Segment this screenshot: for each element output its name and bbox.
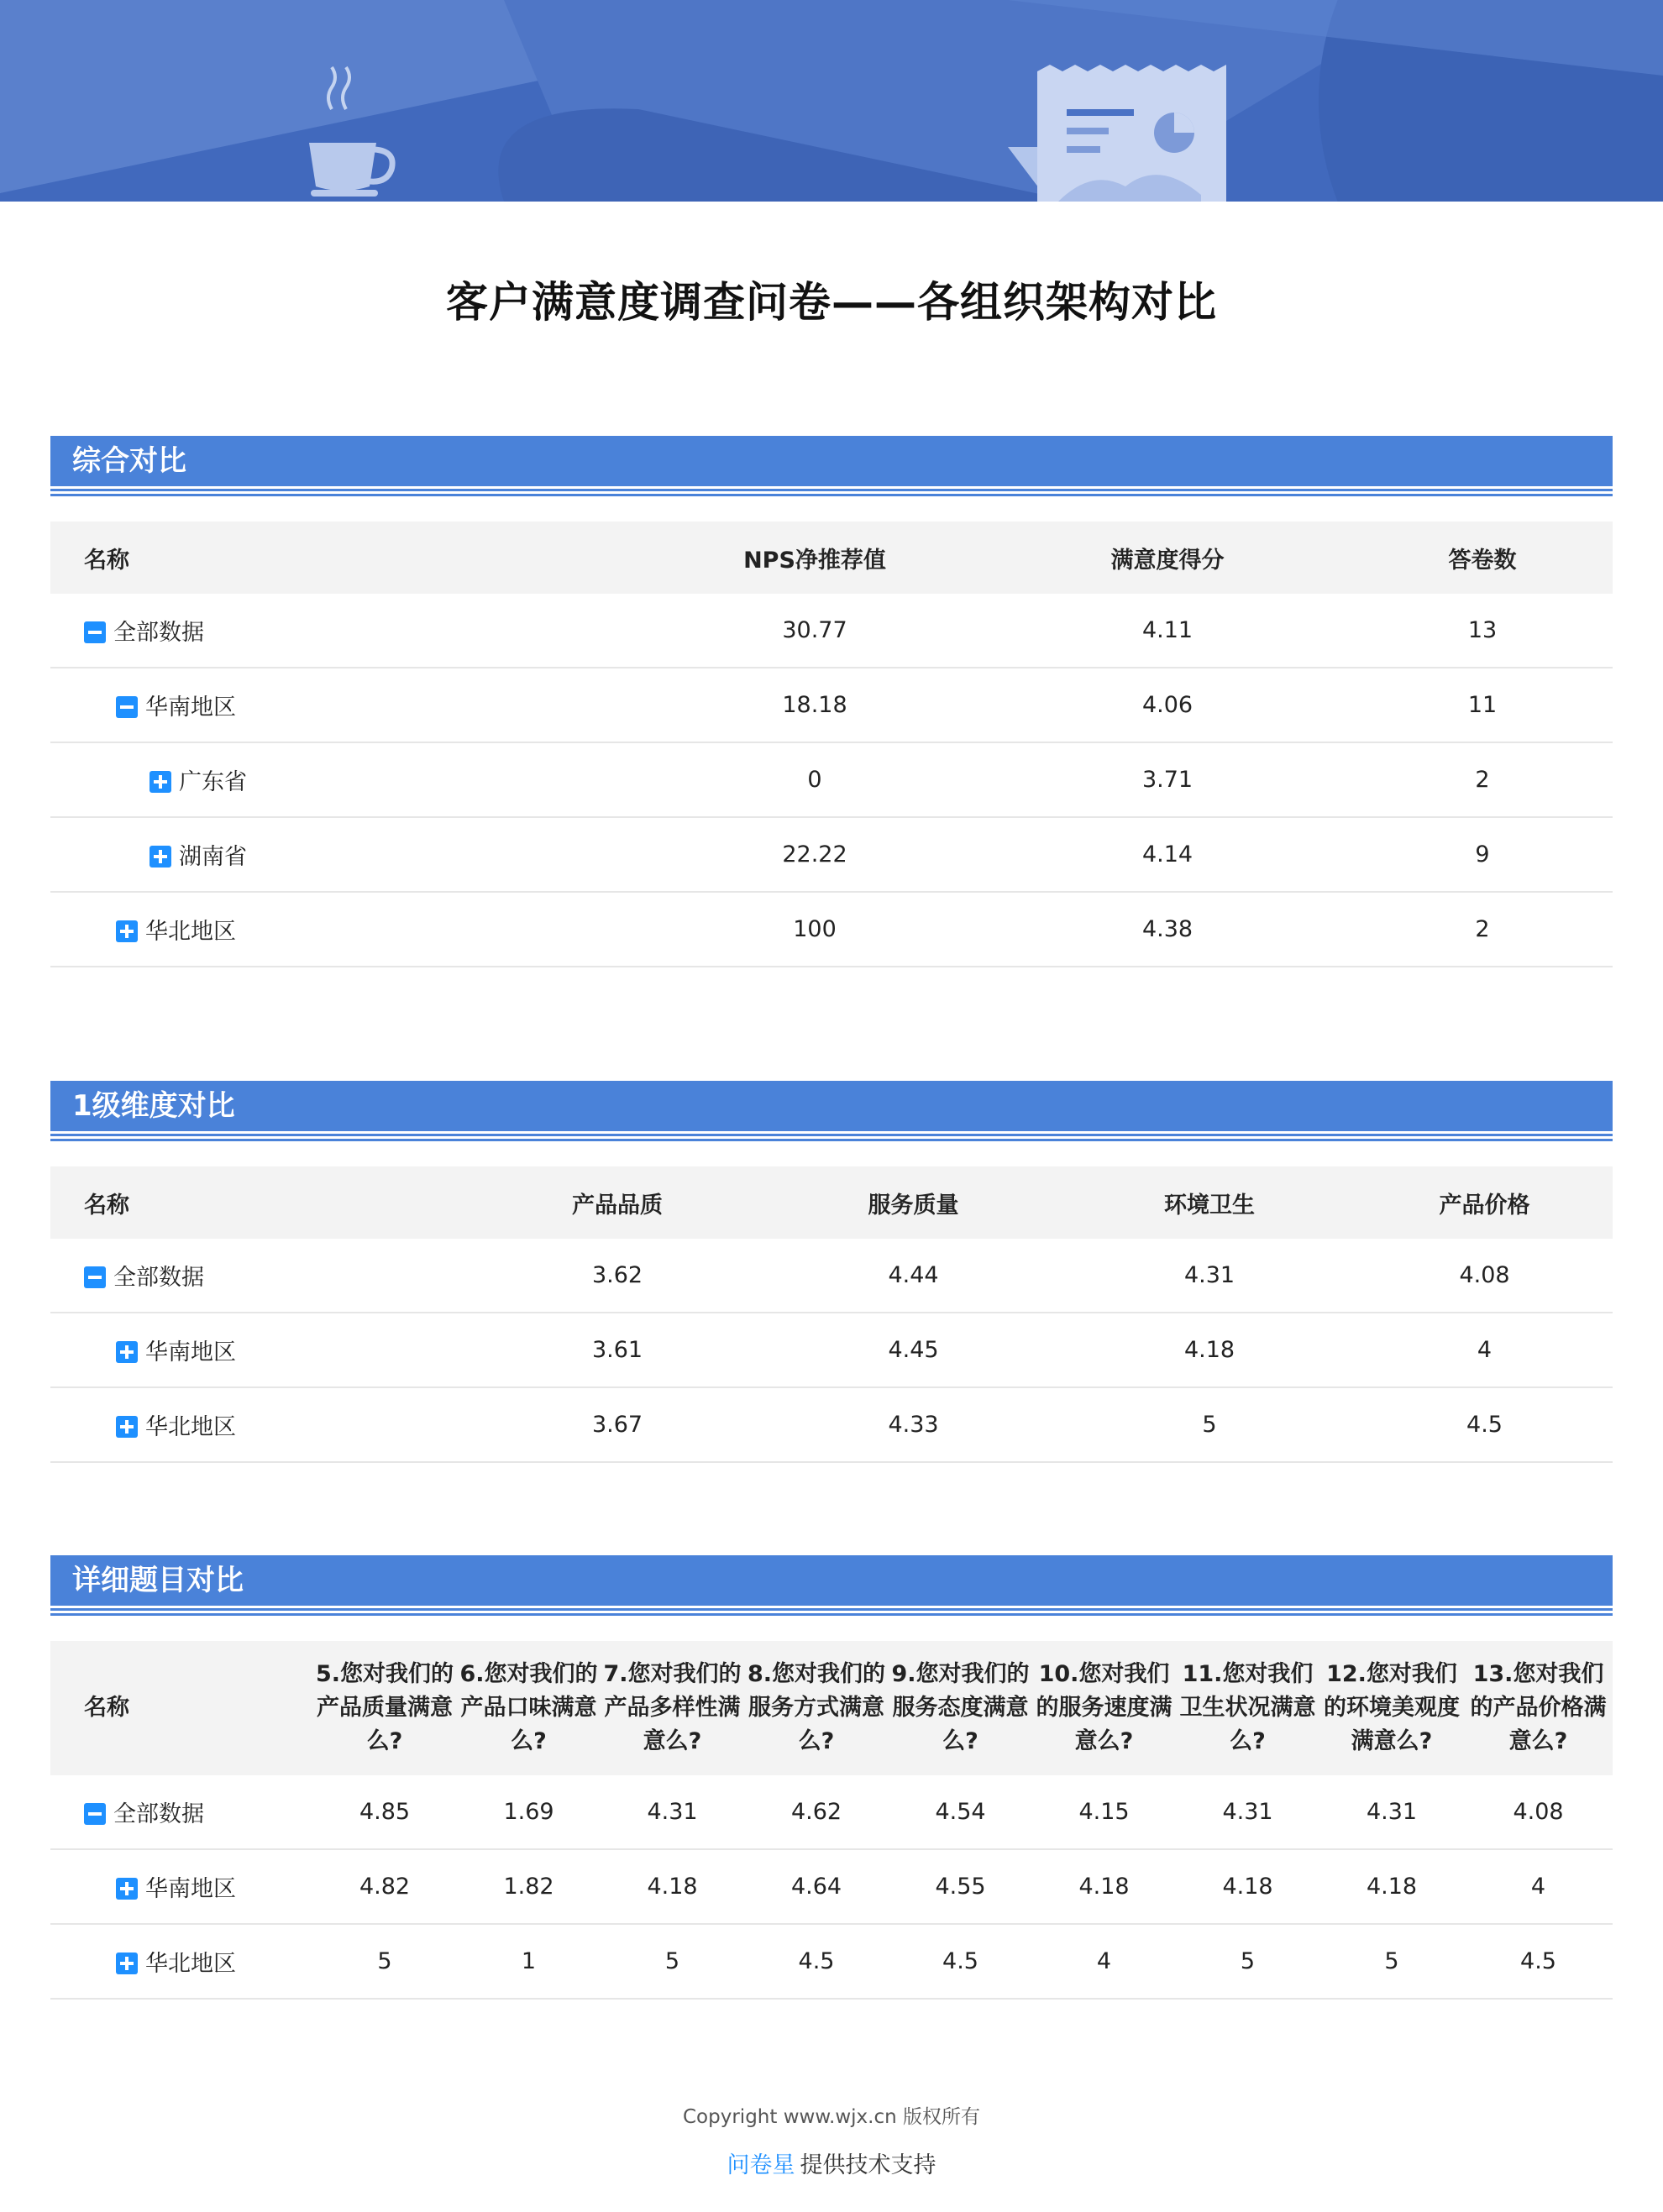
table-cell: 4.85 [312,1775,457,1849]
table-cell: 3.67 [470,1387,764,1462]
column-header: 8.您对我们的服务方式满意么? [747,1661,886,1754]
row-label: 全部数据 [113,1265,204,1291]
table-cell: 4.08 [1464,1775,1613,1849]
table-cell: 2 [1352,742,1613,817]
table-cell: 4.5 [744,1924,889,1999]
row-name-cell [50,817,647,892]
table-cell: 4.64 [744,1849,889,1924]
row-label: 湖南省 [179,844,247,870]
table-cell: 4.33 [764,1387,1062,1462]
row-label: 华北地区 [145,919,236,945]
table-cell: 1 [457,1924,601,1999]
table-cell: 2 [1352,892,1613,967]
column-header: 服务质量 [868,1192,959,1219]
table-cell: 4.44 [764,1239,1062,1313]
section-divider [50,486,1613,496]
table-cell: 4 [1032,1924,1176,1999]
column-header: 9.您对我们的服务态度满意么? [891,1661,1030,1754]
table-cell: 0 [647,742,983,817]
table-row [50,1775,1613,1849]
table-header-row [50,1641,1613,1775]
column-header: 7.您对我们的产品多样性满意么? [603,1661,742,1754]
table-row [50,1387,1613,1462]
row-name-cell [50,1849,312,1924]
expand-icon[interactable] [116,1341,138,1363]
table-cell: 11 [1352,668,1613,742]
row-name-cell [50,594,647,668]
collapse-icon[interactable] [116,696,138,718]
section-title: 详细题目对比 [50,1555,1613,1606]
row-name-cell [50,1313,470,1387]
section-overall-comparison [50,436,1613,967]
table-cell: 5 [1176,1924,1319,1999]
section-question-detail-comparison [50,1555,1613,2000]
column-header: 产品品质 [572,1192,663,1219]
expand-icon[interactable] [150,846,171,868]
tech-support-line [0,2146,1663,2179]
row-name-cell [50,1924,312,1999]
table-cell: 1.69 [457,1775,601,1849]
table-cell: 5 [312,1924,457,1999]
table-cell: 4.31 [601,1775,744,1849]
row-label: 华北地区 [145,1414,236,1440]
table-cell: 4.54 [889,1775,1032,1849]
table-cell: 18.18 [647,668,983,742]
column-header: 答卷数 [1448,547,1517,574]
collapse-icon[interactable] [84,1266,106,1288]
table-row [50,1313,1613,1387]
table-header-row [50,1166,1613,1239]
row-name-cell [50,668,647,742]
row-label: 华南地区 [145,695,236,721]
table-cell: 100 [647,892,983,967]
column-header: 名称 [84,1695,129,1721]
table-row [50,892,1613,967]
row-label: 广东省 [179,769,247,795]
column-header: 11.您对我们卫生状况满意么? [1179,1661,1316,1754]
table-cell: 4.55 [889,1849,1032,1924]
table-header-row [50,522,1613,594]
table-cell: 4.18 [601,1849,744,1924]
table-cell: 4.62 [744,1775,889,1849]
table-cell: 3.61 [470,1313,764,1387]
table-cell: 4.5 [889,1924,1032,1999]
copyright-text: Copyright www.wjx.cn 版权所有 [683,2106,980,2128]
table-cell: 9 [1352,817,1613,892]
table-cell: 4 [1356,1313,1613,1387]
collapse-icon[interactable] [84,621,106,643]
row-label: 华北地区 [145,1951,236,1977]
row-label: 华南地区 [145,1339,236,1365]
table-cell: 4.15 [1032,1775,1176,1849]
table-cell: 4.5 [1464,1924,1613,1999]
table-row [50,1924,1613,1999]
column-header: 名称 [84,1192,129,1219]
row-label: 全部数据 [113,1801,204,1827]
column-header: 12.您对我们的环境美观度满意么? [1324,1661,1460,1754]
table-cell: 4.31 [1176,1775,1319,1849]
table-cell: 4.31 [1319,1775,1464,1849]
table-cell: 5 [1062,1387,1356,1462]
support-text: 提供技术支持 [800,2152,936,2178]
collapse-icon[interactable] [84,1803,106,1825]
table-row [50,817,1613,892]
row-label: 全部数据 [113,620,204,646]
section-divider [50,1606,1613,1616]
expand-icon[interactable] [150,771,171,793]
column-header: 环境卫生 [1164,1192,1255,1219]
expand-icon[interactable] [116,1416,138,1438]
column-header: 满意度得分 [1110,547,1225,574]
header-banner [0,0,1663,202]
row-name-cell [50,1775,312,1849]
section-title: 1级维度对比 [50,1081,1613,1131]
column-header: NPS净推荐值 [743,547,886,574]
row-name-cell [50,892,647,967]
table-row [50,742,1613,817]
table-cell: 4.31 [1062,1239,1356,1313]
table-row [50,668,1613,742]
section-title: 综合对比 [50,436,1613,486]
table-cell: 4.18 [1032,1849,1176,1924]
table-cell: 4.18 [1062,1313,1356,1387]
question-comparison-table [50,1641,1613,2000]
column-header: 6.您对我们的产品口味满意么? [459,1661,598,1754]
row-name-cell [50,742,647,817]
table-cell: 4.18 [1319,1849,1464,1924]
expand-icon[interactable] [116,1953,138,1974]
table-cell: 4.08 [1356,1239,1613,1313]
table-cell: 1.82 [457,1849,601,1924]
expand-icon[interactable] [116,1878,138,1900]
overall-comparison-table [50,522,1613,967]
table-cell: 4.45 [764,1313,1062,1387]
column-header: 名称 [84,547,129,574]
table-cell: 4.5 [1356,1387,1613,1462]
page-title: 客户满意度调查问卷——各组织架构对比 [446,278,1217,327]
banner-art [0,0,1663,202]
table-row [50,1239,1613,1313]
table-cell: 5 [601,1924,744,1999]
table-cell: 5 [1319,1924,1464,1999]
receipt-chart-icon [1008,65,1226,202]
dimension-comparison-table [50,1166,1613,1463]
table-cell: 4.38 [983,892,1352,967]
table-cell: 4.82 [312,1849,457,1924]
row-name-cell [50,1387,470,1462]
table-cell: 3.71 [983,742,1352,817]
table-row [50,1849,1613,1924]
row-name-cell [50,1239,470,1313]
table-cell: 13 [1352,594,1613,668]
table-cell: 4.11 [983,594,1352,668]
wjx-brand-link[interactable]: 问卷星 [727,2152,795,2178]
table-cell: 4 [1464,1849,1613,1924]
column-header: 13.您对我们的产品价格满意么? [1470,1661,1607,1754]
table-cell: 4.14 [983,817,1352,892]
table-cell: 30.77 [647,594,983,668]
section-level1-dimension-comparison [50,1081,1613,1463]
column-header: 5.您对我们的产品质量满意么? [315,1661,454,1754]
table-cell: 22.22 [647,817,983,892]
section-divider [50,1131,1613,1141]
table-row [50,594,1613,668]
table-cell: 3.62 [470,1239,764,1313]
table-cell: 4.06 [983,668,1352,742]
row-label: 华南地区 [145,1876,236,1902]
column-header: 10.您对我们的服务速度满意么? [1036,1661,1172,1754]
table-cell: 4.18 [1176,1849,1319,1924]
column-header: 产品价格 [1439,1192,1530,1219]
expand-icon[interactable] [116,920,138,942]
